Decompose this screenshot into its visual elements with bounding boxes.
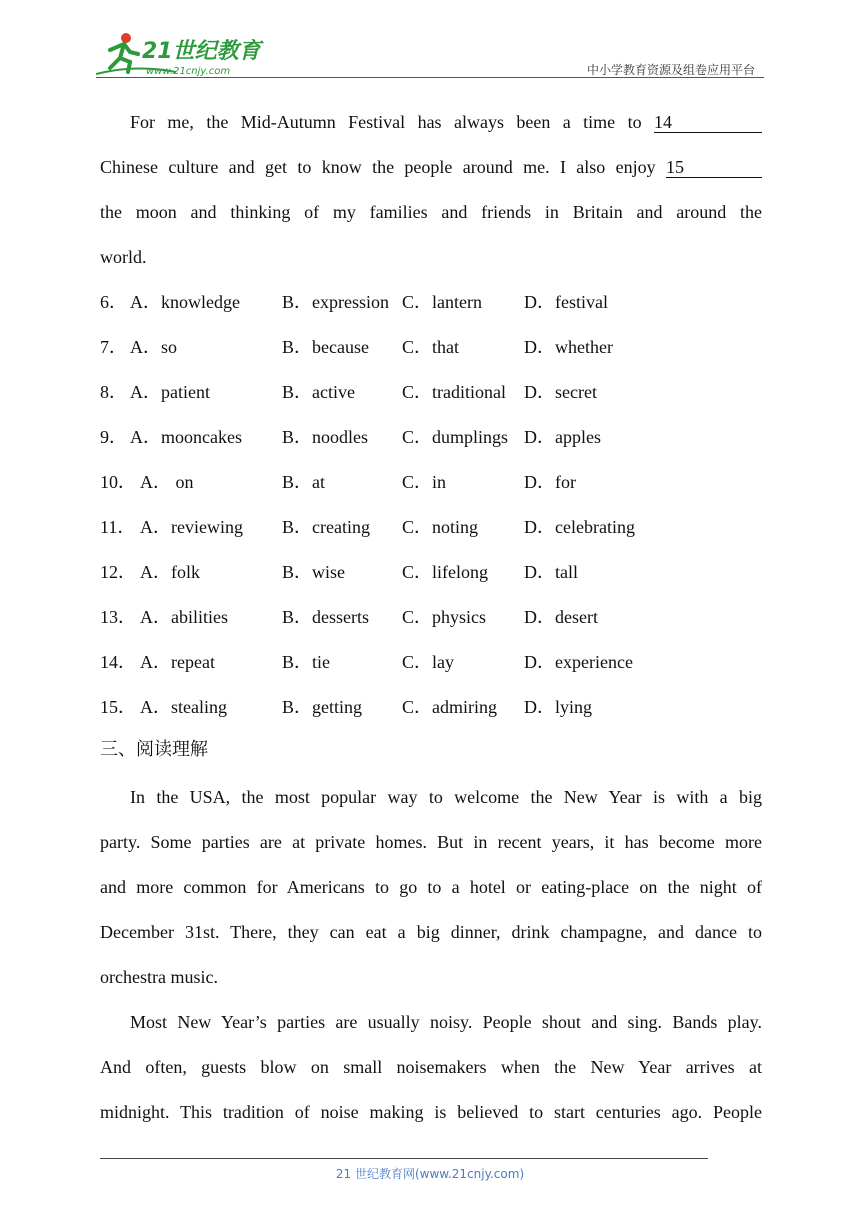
question-number: 10． xyxy=(100,472,136,492)
reading-line: In the USA, the most popular way to welcome the New Year is with a big xyxy=(130,787,762,807)
option-d: D．for xyxy=(524,472,576,492)
option-b: B．wise xyxy=(282,562,345,582)
option-d: D．desert xyxy=(524,607,598,627)
question-number: 13． xyxy=(100,607,136,627)
option-c: C．that xyxy=(402,337,459,357)
section-title: 三、阅读理解 xyxy=(100,739,208,760)
page-header xyxy=(0,0,860,80)
option-b: B．tie xyxy=(282,652,330,672)
option-a: A．abilities xyxy=(140,607,228,627)
passage-line-3: the moon and thinking of my families and friends in Britain and around the xyxy=(100,202,762,222)
option-d: D．celebrating xyxy=(524,517,635,537)
option-b: B．desserts xyxy=(282,607,369,627)
svg-text:21世纪教育: 21世纪教育 xyxy=(142,39,261,64)
question-number: 14． xyxy=(100,652,136,672)
svg-text:www.21cnjy.com: www.21cnjy.com xyxy=(146,66,231,77)
option-d: D．apples xyxy=(524,427,601,447)
reading-line: midnight. This tradition of noise making is believed to start centuries ago. People xyxy=(100,1102,762,1122)
option-row xyxy=(100,560,700,584)
option-c: C．lay xyxy=(402,652,454,672)
option-d: D．tall xyxy=(524,562,578,582)
reading-line: And often, guests blow on small noisemakers when the New Year arrives at xyxy=(100,1057,762,1077)
option-a: A．patient xyxy=(130,382,210,402)
reading-line: party. Some parties are at private homes. But in recent years, it has become more xyxy=(100,832,762,852)
option-c: C．physics xyxy=(402,607,487,627)
option-d: D．lying xyxy=(524,697,593,717)
question-number: 7． xyxy=(100,337,127,357)
option-c: C．noting xyxy=(402,517,479,537)
option-d: D．festival xyxy=(524,292,608,312)
option-a: A． on xyxy=(140,472,194,492)
option-a: A．reviewing xyxy=(140,517,243,537)
option-a: A．knowledge xyxy=(130,292,240,312)
question-number: 8． xyxy=(100,382,127,402)
option-c: C．dumplings xyxy=(402,427,509,447)
site-logo xyxy=(96,30,266,78)
option-row xyxy=(100,695,700,719)
option-row xyxy=(100,335,700,359)
option-a: A．stealing xyxy=(140,697,227,717)
option-c: C．traditional xyxy=(402,382,506,402)
reading-line: orchestra music. xyxy=(100,967,218,987)
option-d: D．secret xyxy=(524,382,597,402)
reading-line: December 31st. There, they can eat a big dinner, drink champagne, and dance to xyxy=(100,922,762,942)
reading-line: and more common for Americans to go to a hotel or eating-place on the night of xyxy=(100,877,762,897)
option-a: A．repeat xyxy=(140,652,215,672)
question-number: 11． xyxy=(100,517,136,537)
reading-line: Most New Year’s parties are usually noisy. People shout and sing. Bands play. xyxy=(130,1012,762,1032)
option-row xyxy=(100,515,700,539)
option-row xyxy=(100,650,700,674)
option-c: C．lifelong xyxy=(402,562,488,582)
option-row xyxy=(100,470,700,494)
option-c: C．admiring xyxy=(402,697,497,717)
option-c: C．in xyxy=(402,472,447,492)
option-b: B．because xyxy=(282,337,369,357)
option-a: A．so xyxy=(130,337,178,357)
option-b: B．expression xyxy=(282,292,389,312)
blank-14: 14 xyxy=(654,112,762,133)
passage-text: For me, the Mid-Autumn Festival has always been a time to xyxy=(130,112,642,132)
question-number: 6． xyxy=(100,292,127,312)
passage-line-2 xyxy=(100,155,762,179)
option-d: D．whether xyxy=(524,337,613,357)
option-b: B．noodles xyxy=(282,427,369,447)
option-a: A．mooncakes xyxy=(130,427,242,447)
option-b: B．at xyxy=(282,472,325,492)
option-a: A．folk xyxy=(140,562,200,582)
option-row xyxy=(100,290,700,314)
option-row xyxy=(100,380,700,404)
option-c: C．lantern xyxy=(402,292,482,312)
question-number: 15． xyxy=(100,697,136,717)
question-number: 12． xyxy=(100,562,136,582)
option-b: B．getting xyxy=(282,697,362,717)
footer-divider xyxy=(100,1158,708,1159)
passage-line-4: world. xyxy=(100,247,147,267)
blank-15: 15 xyxy=(666,157,762,178)
header-divider xyxy=(96,77,764,78)
passage-text: Chinese culture and get to know the people around me. I also enjoy xyxy=(100,157,656,177)
option-b: B．creating xyxy=(282,517,370,537)
question-number: 9． xyxy=(100,427,127,447)
header-platform-name: 中小学教育资源及组卷应用平台 xyxy=(586,63,755,77)
option-row xyxy=(100,425,700,449)
option-b: B．active xyxy=(282,382,355,402)
passage-line-1 xyxy=(130,110,762,134)
option-d: D．experience xyxy=(524,652,633,672)
option-row xyxy=(100,605,700,629)
footer-text: 21 世纪教育网(www.21cnjy.com) xyxy=(335,1167,525,1181)
